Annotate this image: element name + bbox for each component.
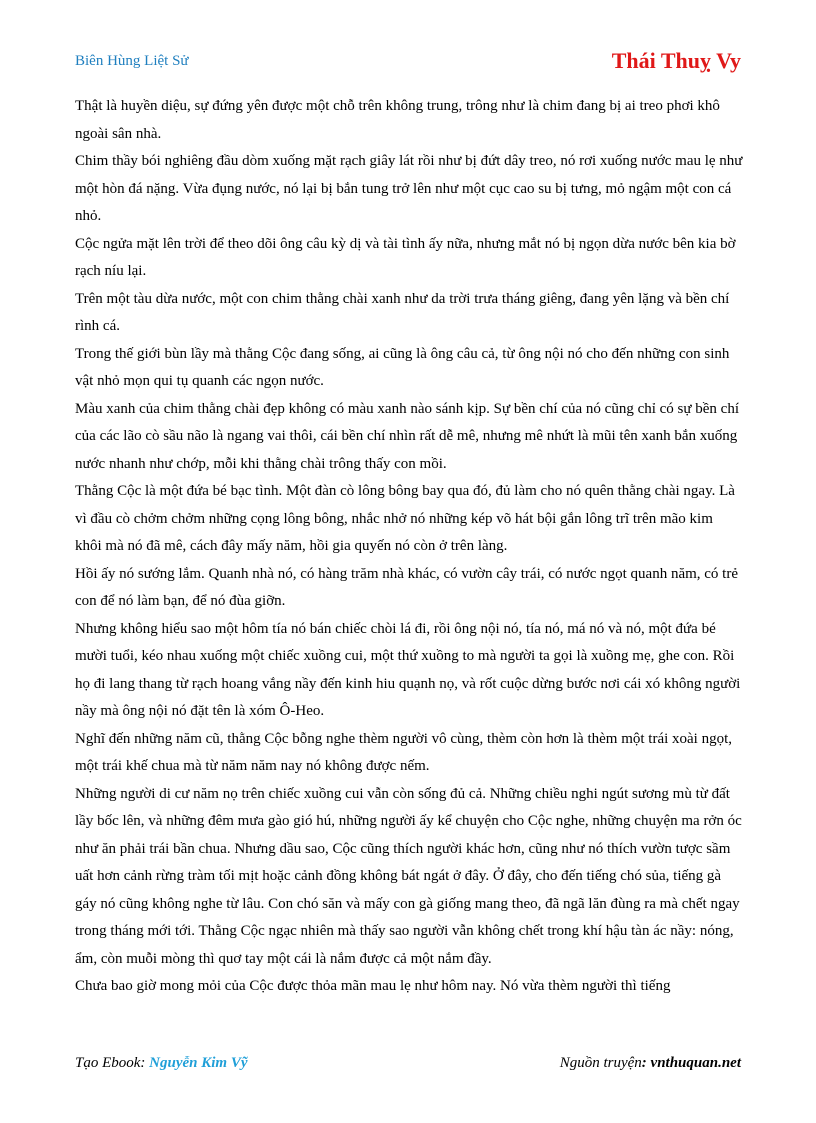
paragraph: Chim thầy bói nghiêng đầu dòm xuống mặt rạch giây lát rồi như bị đứt dây treo, nó rơi xuống nước mau lẹ như một hòn đá nặng. Vừa đụng nước, nó lại bị bắn tung trở lên như một cục cao su bị tưng, mỏ ngậm một con cá nhỏ.: [75, 153, 743, 224]
paragraph: Trên một tàu dừa nước, một con chim thằng chài xanh như da trời trưa tháng giêng, đang yên lặng và bền chí rình cá.: [75, 290, 730, 334]
paragraph: Hồi ấy nó sướng lắm. Quanh nhà nó, có hàng trăm nhà khác, có vườn cây trái, có nước ngọt quanh năm, có trẻ con để nó làm bạn, để nó đùa giỡn.: [75, 565, 739, 609]
paragraph: Thằng Cộc là một đứa bé bạc tình. Một đàn cò lông bông bay qua đó, đủ làm cho nó quên thằng chài ngay. Là vì đầu cò chởm chởm những cọng lông bông, nhắc nhở nó những kép võ hát bội gắn lông trĩ trên mão kim khôi mà nó đã mê, cách đây mấy năm, hồi gia quyến nó còn ở trên làng.: [75, 483, 735, 554]
creator-separator: :: [140, 1055, 150, 1071]
paragraph: Cộc ngửa mặt lên trời để theo dõi ông câu kỳ dị và tài tình ấy nữa, nhưng mắt nó bị ngọn dừa nước bên kia bờ rạch níu lại.: [75, 235, 736, 279]
paragraph: Chưa bao giờ mong mỏi của Cộc được thỏa mãn mau lẹ như hôm nay. Nó vừa thèm người thì tiếng: [75, 978, 671, 994]
creator-name: Nguyễn Kim Vỹ: [149, 1055, 248, 1071]
page-footer: [75, 1055, 741, 1077]
paragraph: Màu xanh của chim thằng chài đẹp không có màu xanh nào sánh kịp. Sự bền chí của nó cũng chỉ có sự bền chí của các lão cò sầu não là ngang vai thôi, cái bền chí nhìn rất dễ mê, nhưng mê nhứt là mũi tên xanh bắn xuống nước nhanh như chớp, mỗi khi thằng chài trông thấy con mồi.: [75, 400, 739, 472]
source-label: Nguồn truyện: [559, 1055, 642, 1071]
book-title: Biên Hùng Liệt Sử: [75, 53, 189, 69]
paragraph: Những người di cư năm nọ trên chiếc xuồng cui vẫn còn sống đủ cả. Những chiều nghi ngút sương mù từ đất lầy bốc lên, và những đêm mưa gào gió hú, những người ấy kể chuyện cho Cộc nghe, những chuyện ma rởn óc như ăn phải trái bần chua. Nhưng dầu sao, Cộc cũng thích người khác hơn, cũng như nó thích vườn tược sầm uất hơn cảnh rừng tràm tối mịt hoặc cảnh đồng không bát ngát ở đây. Ở đây, cho đến tiếng chó sủa, tiếng gà gáy nó cũng không nghe từ lâu. Con chó săn và mấy con gà giống mang theo, đã ngã lăn đùng ra mà chết ngay trong tháng mới tới. Thằng Cộc ngạc nhiên mà thấy sao người vẫn không chết trong khí hậu tàn ác nầy: nóng, ẩm, còn muỗi mòng thì quơ tay một cái là nắm được cả một nắm đầy.: [75, 785, 742, 967]
paragraph: Thật là huyền diệu, sự đứng yên được một chỗ trên không trung, trông như là chim đang bị ai treo phơi khô ngoài sân nhà.: [75, 98, 720, 142]
source-site: vnthuquan.net: [650, 1055, 741, 1071]
paragraph: Nghĩ đến những năm cũ, thằng Cộc bỗng nghe thèm người vô cùng, thèm còn hơn là thèm một trái xoài ngọt, một trái khế chua mà từ năm năm nay nó không được nếm.: [75, 730, 733, 774]
page-header: [75, 50, 741, 76]
source-separator: :: [641, 1055, 651, 1071]
author-name: Thái Thuỵ Vy: [611, 48, 741, 73]
ebook-credit: [75, 1055, 248, 1072]
creator-label: Tạo Ebook: [75, 1055, 141, 1071]
source-credit: [560, 1055, 741, 1072]
paragraph: Nhưng không hiểu sao một hôm tía nó bán chiếc chòi lá đi, rồi ông nội nó, tía nó, má nó và nó, một đứa bé mười tuổi, kéo nhau xuống một chiếc xuồng cui, một thứ xuồng to mà người ta gọi là xuồng mẹ, ghe con. Rồi họ đi lang thang từ rạch hoang vắng nầy đến kinh hiu quạnh nọ, và rốt cuộc dừng bước nơi cái xó không người nầy mà ông nội nó đặt tên là xóm Ô-Heo.: [75, 620, 741, 719]
paragraph: Trong thế giới bùn lầy mà thằng Cộc đang sống, ai cũng là ông câu cả, từ ông nội nó cho đến những con sinh vật nhỏ mọn qui tụ quanh các ngọn nước.: [75, 345, 730, 389]
story-body: [75, 93, 743, 1001]
